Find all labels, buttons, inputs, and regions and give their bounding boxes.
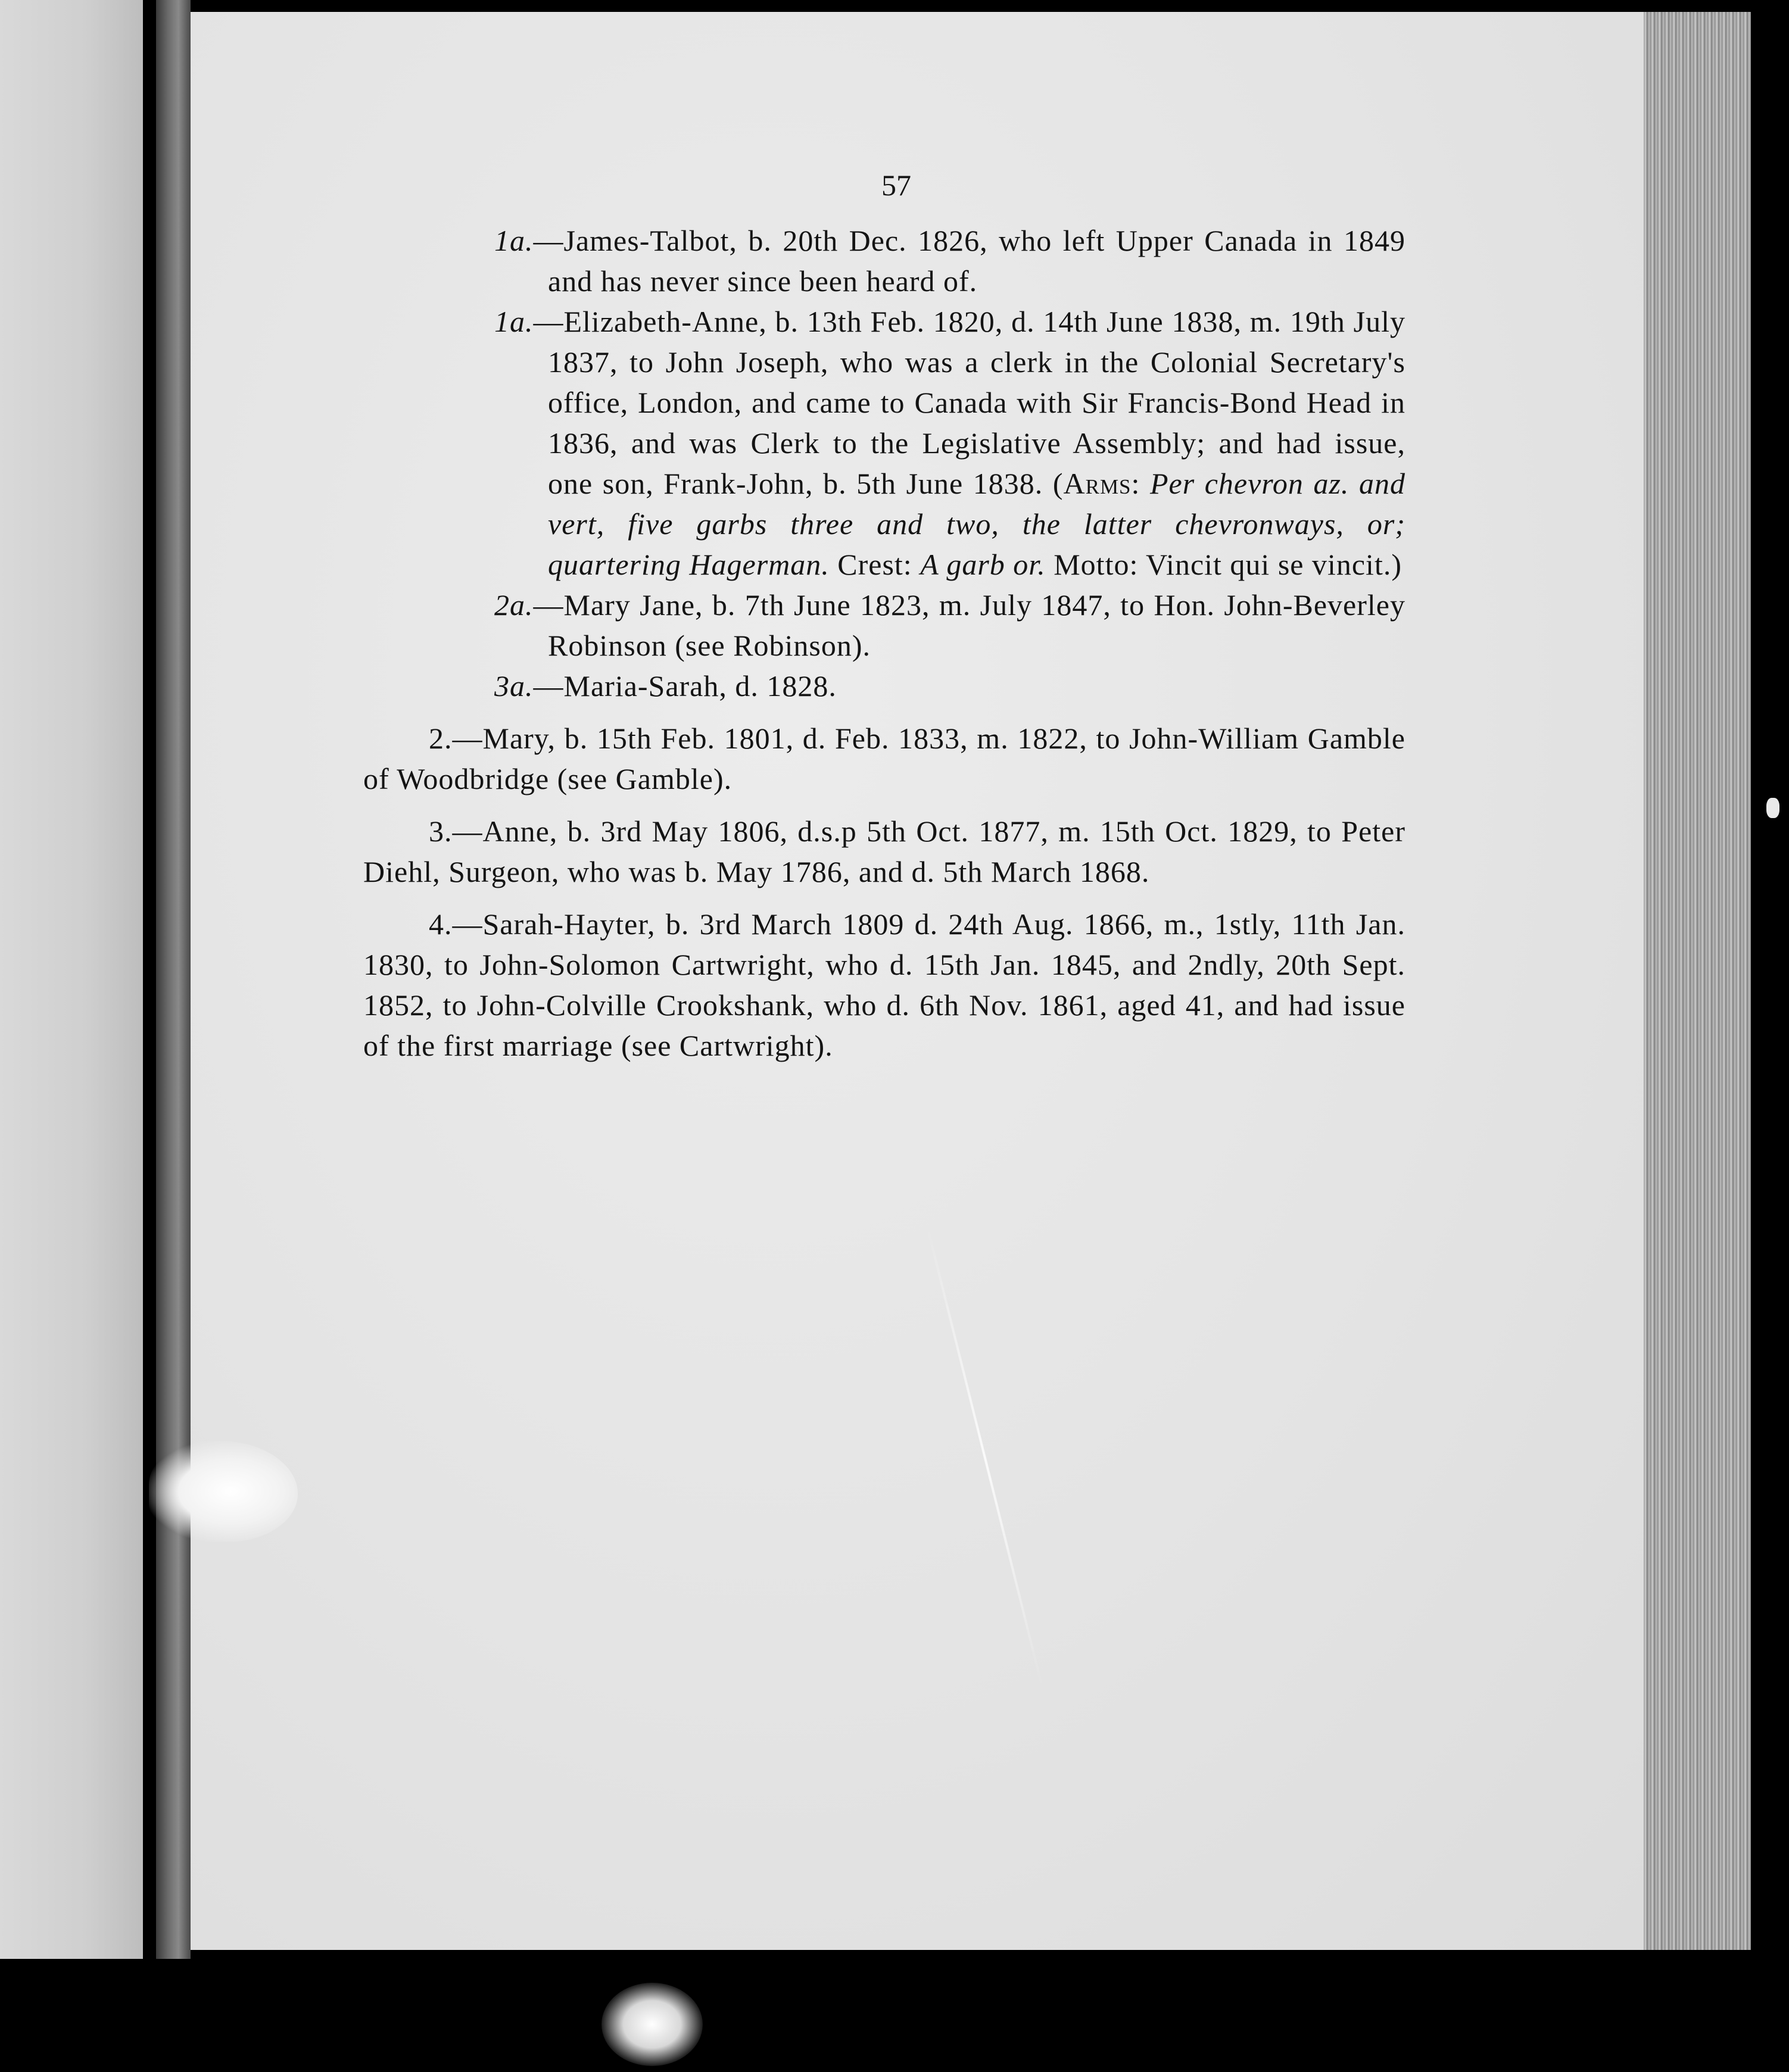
entry-text: —Maria-Sarah, d. 1828. <box>533 669 837 703</box>
entry-label: 3a. <box>494 669 534 703</box>
entry-text: —James-Talbot, b. 20th Dec. 1826, who left Upper Canada in 1849 and has never since been heard of. <box>533 224 1405 298</box>
scan-border <box>1751 0 1789 2072</box>
entry-label: 2a. <box>494 588 534 622</box>
entry-label: 3. <box>429 815 453 848</box>
genealogy-entry <box>363 718 1405 799</box>
entry-text: —Elizabeth-Anne, b. 13th Feb. 1820, d. 14th June 1838, m. 19th July 1837, to John Joseph, who was a clerk in the Colonial Secretary's office, London, and came to Canada with Sir Francis-Bond Head in 1836, and was Clerk to the Legislative Assembly; and had issue, one son, Frank-John, b. 5th June 1838. ( <box>533 305 1405 500</box>
genealogy-text <box>363 167 1405 1066</box>
crest-text: A garb or. <box>920 548 1046 581</box>
scan-speck <box>1766 798 1779 818</box>
genealogy-entry <box>363 904 1405 1066</box>
genealogy-entry <box>381 301 1405 585</box>
motto-text: Vincit qui se vincit.) <box>1145 548 1402 581</box>
arms-blazon: Per chevron az. and vert, five garbs three and two, the latter chevronways, or; quartering Hagerman. <box>548 467 1405 581</box>
entry-text: —Anne, b. 3rd May 1806, d.s.p 5th Oct. 1877, m. 15th Oct. 1829, to Peter Diehl, Surgeon, who was b. May 1786, and d. 5th March 1868. <box>363 815 1405 888</box>
book-gutter <box>156 0 191 1959</box>
page-stack-edge <box>1644 12 1757 1950</box>
arms-colon: : <box>1131 467 1150 500</box>
page-number: 57 <box>881 168 911 202</box>
paper-damage-spot <box>601 1983 703 2066</box>
entry-text: —Mary Jane, b. 7th June 1823, m. July 1847, to Hon. John-Beverley Robinson (see Robinson). <box>533 588 1405 662</box>
genealogy-entry <box>381 585 1405 666</box>
arms-label: Arms <box>1063 467 1132 500</box>
motto-label: Motto: <box>1045 548 1146 581</box>
entry-label: 1a. <box>494 305 534 338</box>
entry-text: —Sarah-Hayter, b. 3rd March 1809 d. 24th Aug. 1866, m., 1stly, 11th Jan. 1830, to John-Solomon Cartwright, who d. 15th Jan. 1845, and 2ndly, 20th Sept. 1852, to John-Colville Crookshank, who d. 6th Nov. 1861, aged 41, and had issue of the first marriage (see Cartwright). <box>363 907 1405 1062</box>
entry-label: 2. <box>429 722 453 755</box>
entry-label: 1a. <box>494 224 534 257</box>
genealogy-entry <box>381 220 1405 301</box>
left-page-edge <box>0 0 143 1959</box>
genealogy-entry <box>381 666 1405 706</box>
genealogy-entry <box>363 811 1405 892</box>
crest-label: Crest: <box>829 548 921 581</box>
entry-text: —Mary, b. 15th Feb. 1801, d. Feb. 1833, m. 1822, to John-William Gamble of Woodbridge (see Gamble). <box>363 722 1405 795</box>
entry-label: 4. <box>429 907 453 941</box>
